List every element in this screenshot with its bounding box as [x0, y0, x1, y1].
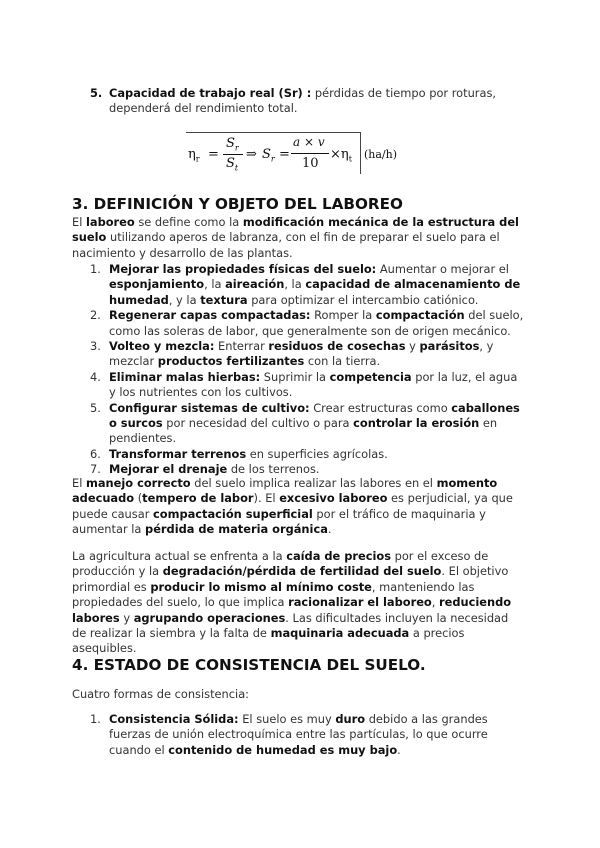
text-run: La agricultura actual se enfrenta a la: [72, 549, 287, 563]
list-number: 3.: [90, 339, 101, 354]
fraction-bar-2: [291, 153, 329, 154]
formula-equals-2: =: [279, 147, 290, 162]
text-run: . El objetivo primordial es: [72, 564, 509, 594]
item-title: Capacidad de trabajo real (Sr) :: [109, 86, 312, 100]
text-run: en pendientes.: [109, 416, 498, 446]
bold-text: excesivo laboreo: [279, 491, 388, 506]
list-item: [90, 712, 525, 758]
text-run: El: [72, 215, 86, 229]
list-number: 2.: [90, 308, 101, 323]
bold-text: producir lo mismo al mínimo coste: [150, 579, 372, 594]
section-4-list: [90, 712, 525, 758]
text-run: , la: [204, 277, 226, 292]
bold-text: agrupando operaciones: [133, 610, 286, 625]
text-run: ). El: [253, 491, 280, 506]
list-number: 7.: [90, 462, 101, 477]
text-run: .: [327, 522, 332, 537]
section-4-intro: Cuatro formas de consistencia:: [72, 687, 250, 701]
formula-arrow: ⇒: [246, 147, 257, 162]
text-run: , y mezclar: [109, 339, 494, 369]
bold-text: textura: [200, 292, 248, 307]
text-run: , la: [284, 277, 306, 292]
bold-text: compactación: [375, 308, 465, 323]
bold-text: competencia: [329, 369, 412, 384]
text-run: por necesidad del cultivo o para: [162, 416, 354, 431]
bold-text: racionalizar el laboreo: [288, 595, 432, 610]
section-3-list: [90, 262, 525, 478]
text-run: El: [72, 476, 86, 490]
list-number: 1.: [90, 262, 101, 276]
formula-times-eta: $\times\eta_t$: [330, 147, 352, 164]
list-item: [90, 401, 525, 447]
list-item: [90, 339, 525, 370]
text-run: .: [397, 742, 401, 757]
section-3-paragraph-3: [72, 549, 524, 657]
formula-denominator-2: 10: [302, 156, 319, 171]
bold-text: caballones o surcos: [109, 400, 520, 431]
bold-text: parásitos: [419, 339, 480, 354]
section-3-heading: 3. DEFINICIÓN Y OBJETO DEL LABOREO: [72, 195, 403, 213]
text-run: . Las dificultades incluyen la necesidad de realizar la siembra y la falta de: [72, 610, 509, 641]
text-run: es perjudicial, ya que puede causar: [72, 491, 513, 521]
text-run: se define como la: [134, 215, 243, 229]
formula-equals: =: [208, 147, 219, 162]
fraction-bar: [223, 154, 243, 155]
text-run: para optimizar el intercambio catiónico.: [247, 292, 479, 307]
bold-text: duro: [335, 712, 366, 726]
text-run: por el exceso de producción y la: [72, 549, 489, 579]
formula-eta: $\eta_r$: [188, 147, 200, 164]
text-run: de los terrenos.: [227, 462, 320, 477]
text-run: El suelo es muy: [238, 712, 336, 726]
bold-text: Transformar terrenos: [109, 446, 247, 461]
text-run: Aumentar o mejorar el: [376, 262, 509, 276]
bold-text: Volteo y mezcla:: [109, 339, 215, 354]
text-run: Suprimir la: [260, 369, 330, 384]
text-run: , manteniendo las propiedades del suelo, lo que implica: [72, 579, 475, 610]
text-run: por la luz, el agua y los nutrientes con los cultivos.: [109, 369, 518, 400]
bold-text: Mejorar las propiedades físicas del suelo:: [109, 262, 377, 276]
list-item: [90, 370, 525, 401]
list-number: 5.: [90, 400, 101, 415]
bold-text: manejo correcto: [85, 476, 191, 490]
bold-text: Configurar sistemas de cultivo:: [109, 400, 310, 415]
text-run: del suelo, como las soleras de labor, que generalmente son de origen mecánico.: [109, 308, 524, 338]
bold-text: residuos de cosechas: [268, 339, 406, 354]
bold-text: contenido de humedad es muy bajo: [168, 742, 398, 757]
text-run: utilizando aperos de labranza, con el fin de preparar el suelo para el nacimiento y desarrollo de las plantas.: [72, 230, 500, 260]
bold-text: Regenerar capas compactadas:: [109, 308, 311, 323]
list-item-5: [90, 86, 520, 117]
bold-text: modificación mecánica de la estructura del suelo: [72, 215, 519, 245]
text-run: en superficies agrícolas.: [246, 446, 388, 461]
bold-text: productos fertilizantes: [157, 354, 305, 369]
bold-text: aireación: [225, 277, 285, 292]
bold-text: degradación/pérdida de fertilidad del suelo: [162, 564, 442, 579]
text-run: y: [119, 610, 134, 625]
section-3-paragraph-2: [72, 476, 524, 538]
formula-unit: (ha/h): [364, 148, 398, 161]
text-run: debido a las grandes fuerzas de unión electroquímica entre las partículas, lo que ocurre cuando el: [109, 712, 488, 757]
bold-text: maquinaria adecuada: [270, 626, 410, 641]
bold-text: pérdida de materia orgánica: [145, 522, 328, 537]
text-run: , y la: [168, 292, 201, 307]
efficiency-formula: [186, 132, 398, 174]
list-item: [90, 308, 525, 339]
text-run: Crear estructuras como: [309, 400, 452, 415]
list-item-text: [109, 86, 520, 117]
bold-text: esponjamiento: [109, 277, 205, 292]
text-run: Romper la: [310, 308, 376, 323]
bold-text: compactación superficial: [153, 506, 313, 521]
bold-text: caída de precios: [286, 549, 391, 563]
bold-text: tempero de labor: [142, 491, 254, 506]
list-item: [90, 262, 525, 308]
text-run: con la tierra.: [304, 354, 381, 369]
bold-text: Eliminar malas hierbas:: [109, 369, 261, 384]
section-4-heading: 4. ESTADO DE CONSISTENCIA DEL SUELO.: [72, 656, 426, 674]
list-number: 1.: [90, 712, 101, 726]
text-run: por el tráfico de maquinaria y aumentar la: [72, 506, 486, 537]
bold-text: momento adecuado: [72, 476, 498, 506]
bold-text: capacidad de almacenamiento de humedad: [109, 277, 521, 307]
formula-denominator: $S_t$: [226, 156, 239, 173]
formula-numerator: $S_r$: [226, 136, 239, 153]
bold-text: reduciendo labores: [72, 595, 512, 625]
item-description: pérdidas de tiempo por roturas, dependerá del rendimiento total.: [109, 86, 497, 116]
bold-text: Consistencia Sólida:: [109, 712, 239, 726]
text-run: y: [405, 339, 420, 354]
text-run: a precios asequibles.: [72, 626, 465, 656]
section-3-intro: [72, 215, 524, 261]
list-number: 6.: [90, 446, 101, 461]
formula-numerator-2: a × v: [293, 135, 325, 149]
text-run: Enterrar: [214, 339, 269, 354]
bold-text: Mejorar el drenaje: [109, 462, 228, 477]
text-run: del suelo implica realizar las labores en el: [190, 476, 437, 490]
text-run: (: [134, 491, 143, 506]
list-number: 4.: [90, 369, 101, 384]
list-item: [90, 447, 525, 462]
text-run: ,: [431, 595, 439, 610]
bold-text: laboreo: [85, 215, 135, 229]
bold-text: controlar la erosión: [353, 416, 480, 431]
list-number: 5.: [90, 86, 103, 100]
formula-sr: $S_r$: [262, 147, 275, 164]
